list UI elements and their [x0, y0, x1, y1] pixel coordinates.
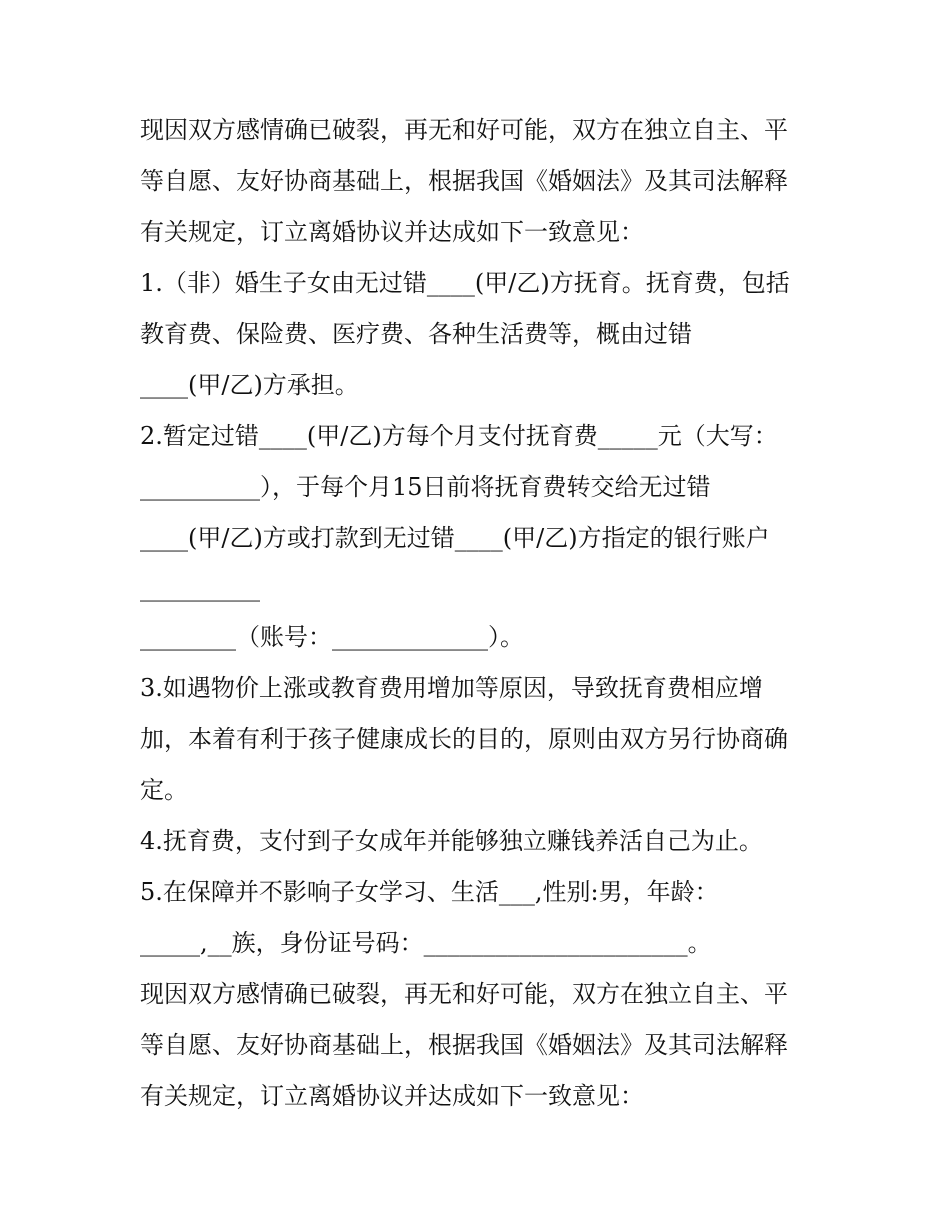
text-line: ____(甲/乙)方承担。 — [140, 371, 359, 399]
text-line: 有关规定，订立离婚协议并达成如下一致意见： — [140, 218, 644, 246]
text-line: _____,__族，身份证号码：______________________。 — [140, 929, 712, 957]
text-line: 2.暂定过错____(甲/乙)方每个月支付抚育费_____元（大写： — [140, 422, 778, 450]
text-line: 加，本着有利于孩子健康成长的目的，原则由双方另行协商确 — [140, 725, 788, 753]
text-line: ____(甲/乙)方或打款到无过错____(甲/乙)方指定的银行账户 — [140, 524, 770, 552]
text-line: 现因双方感情确已破裂，再无和好可能，双方在独立自主、平 — [140, 116, 788, 144]
text-line: ________（账号：_____________）。 — [140, 623, 524, 651]
text-line: 现因双方感情确已破裂，再无和好可能，双方在独立自主、平 — [140, 980, 788, 1008]
text-line: __________），于每个月15日前将抚育费转交给无过错 — [140, 473, 711, 501]
text-line: 有关规定，订立离婚协议并达成如下一致意见： — [140, 1082, 644, 1110]
document-body — [140, 105, 820, 1122]
text-line: 教育费、保险费、医疗费、各种生活费等，概由过错 — [140, 320, 692, 348]
text-line: 3.如遇物价上涨或教育费用增加等原因，导致抚育费相应增 — [140, 674, 763, 702]
text-line: 定。 — [140, 776, 188, 804]
text-line: 4.抚育费，支付到子女成年并能够独立赚钱养活自己为止。 — [140, 827, 763, 855]
text-line: 等自愿、友好协商基础上，根据我国《婚姻法》及其司法解释 — [140, 1031, 788, 1059]
text-line: 1.（非）婚生子女由无过错____(甲/乙)方抚育。抚育费，包括 — [140, 269, 790, 297]
text-line: 5.在保障并不影响子女学习、生活___,性别:男，年龄： — [140, 878, 719, 906]
text-line: 等自愿、友好协商基础上，根据我国《婚姻法》及其司法解释 — [140, 167, 788, 195]
text-line: __________ — [140, 574, 260, 602]
